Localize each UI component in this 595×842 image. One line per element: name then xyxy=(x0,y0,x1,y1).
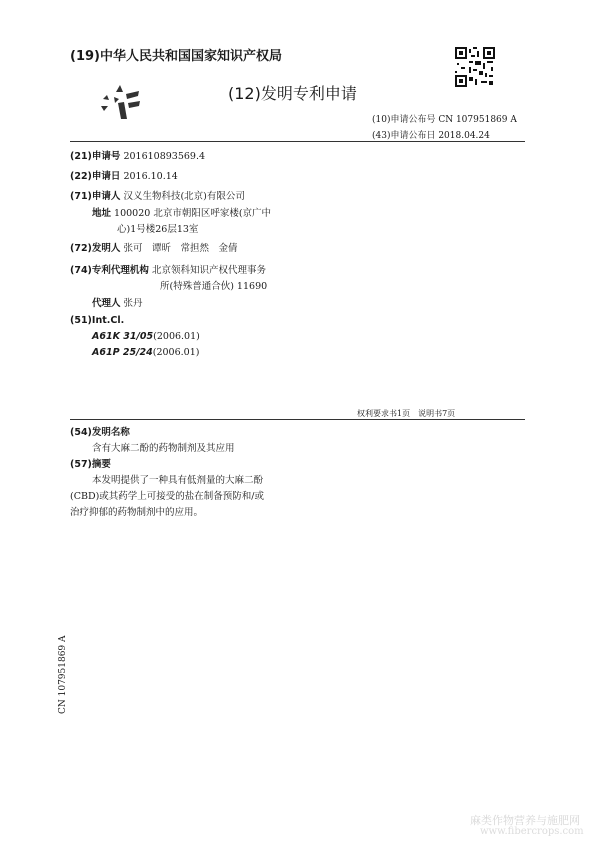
agency-row xyxy=(70,262,266,276)
invention-title: 含有大麻二酚的药物制剂及其应用 xyxy=(92,443,235,454)
title-label-text: (54)发明名称 xyxy=(70,427,130,438)
address-line-2: 心)1号楼26层13室 xyxy=(117,224,199,235)
abstract-line: 治疗抑郁的药物制剂中的应用。 xyxy=(70,507,204,518)
agency-line-2: 所(特殊普通合伙) 11690 xyxy=(160,281,268,292)
abstract-line: 本发明提供了一种具有低剂量的大麻二酚 xyxy=(92,475,264,486)
filing-date-row xyxy=(70,168,178,182)
cnipa-logo xyxy=(98,83,142,121)
ipc-code: A61K 31/05 xyxy=(92,331,154,342)
ipc-code: A61P 25/24 xyxy=(92,347,153,358)
filing-date: 2016.10.14 xyxy=(123,171,178,182)
abstract-label xyxy=(70,456,111,470)
abstract-label-text: (57)摘要 xyxy=(70,459,111,470)
application-number: 201610893569.4 xyxy=(123,151,206,162)
watermark-line-1: 麻类作物营养与施肥网 xyxy=(470,814,580,827)
document-kind: (12)发明专利申请 xyxy=(228,84,357,103)
title-label xyxy=(70,424,130,438)
applicant: 汉义生物科技(北京)有限公司 xyxy=(123,191,245,202)
issuing-office: (19)中华人民共和国国家知识产权局 xyxy=(70,49,282,64)
page-count: 权利要求书1页 说明书7页 xyxy=(357,409,456,418)
ipc-version: (2006.01) xyxy=(152,347,200,358)
int-cl-label xyxy=(70,315,124,326)
qr-code xyxy=(455,47,495,87)
agent: 张丹 xyxy=(123,298,143,309)
agent-label: 代理人 xyxy=(92,298,121,309)
application-number-label: (21)申请号 xyxy=(70,151,121,162)
ipc-entry xyxy=(92,331,200,342)
abstract-line: (CBD)或其药学上可接受的盐在制备预防和/或 xyxy=(70,491,264,502)
applicant-label: (71)申请人 xyxy=(70,191,121,202)
agency-label: (74)专利代理机构 xyxy=(70,265,149,276)
applicant-row xyxy=(70,188,245,202)
section-rule xyxy=(70,419,525,420)
int-cl-label-text: (51)Int.Cl. xyxy=(70,315,125,326)
inventors: 张可 谭昕 常担然 金倩 xyxy=(123,243,238,254)
filing-date-label: (22)申请日 xyxy=(70,171,121,182)
watermark-line-2: www.fibercrops.com xyxy=(480,826,584,837)
address-label: 地址 xyxy=(92,208,112,219)
header-rule xyxy=(70,141,525,142)
ipc-version: (2006.01) xyxy=(153,331,200,342)
agency-line-1: 北京领科知识产权代理事务 xyxy=(151,265,266,276)
inventors-row xyxy=(70,240,237,254)
agent-row xyxy=(92,295,143,309)
inventors-label: (72)发明人 xyxy=(70,243,121,254)
publication-date: (43)申请公布日 2018.04.24 xyxy=(372,131,490,141)
ipc-entry xyxy=(92,347,199,358)
publication-number: (10)申请公布号 CN 107951869 A xyxy=(372,115,517,125)
address-row xyxy=(92,205,271,219)
side-publication-number: CN 107951869 A xyxy=(58,635,68,714)
application-number-row xyxy=(70,148,205,162)
address-line-1: 100020 北京市朝阳区呼家楼(京广中 xyxy=(114,208,272,219)
